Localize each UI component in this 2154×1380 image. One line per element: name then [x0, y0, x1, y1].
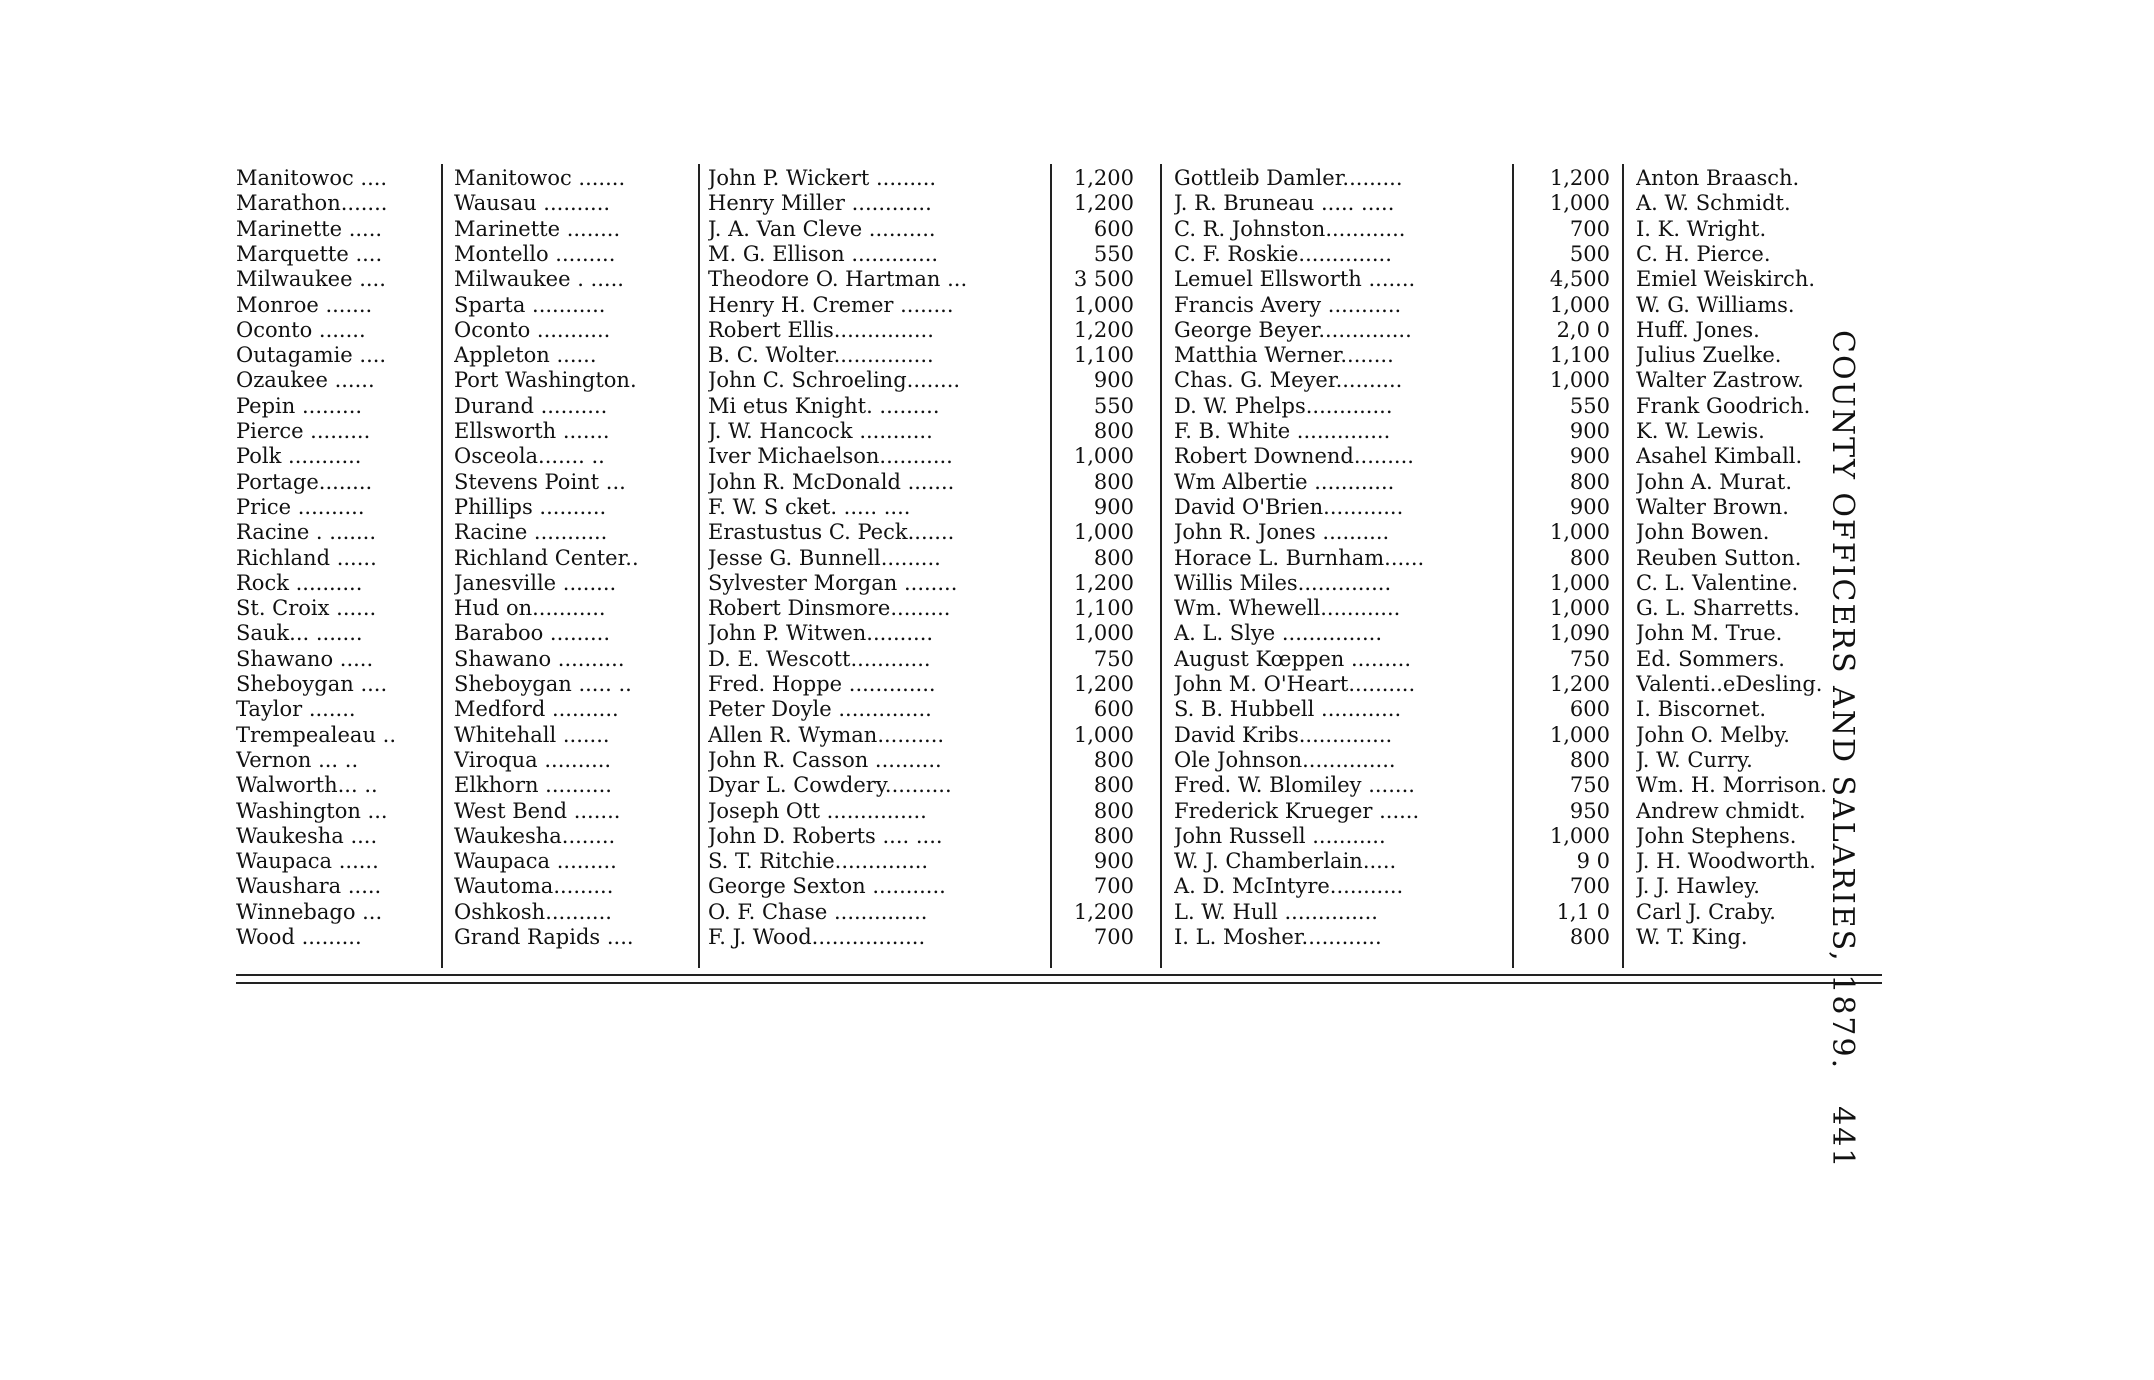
- county-seat: Stevens Point ...: [454, 469, 626, 494]
- table-row: [0, 166, 2154, 191]
- treasurer-salary: 800: [1569, 747, 1610, 772]
- treasurer-name: F. B. White ..............: [1174, 419, 1391, 443]
- county-name: Milwaukee ....: [236, 267, 386, 292]
- county-seat: Viroqua ..........: [454, 747, 612, 772]
- treasurer-salary: 950: [1569, 798, 1610, 823]
- judge-name: Julius Zuelke.: [1636, 343, 1782, 368]
- clerk-name: George Sexton ...........: [708, 874, 946, 899]
- treasurer-salary: 2,0 0: [1556, 317, 1610, 342]
- clerk-salary: 1,000: [1073, 444, 1134, 469]
- county-seat: Osceola....... ..: [454, 444, 605, 469]
- county-name: Rock ..........: [236, 570, 363, 595]
- county-seat: Baraboo .........: [454, 621, 610, 646]
- treasurer-name: Chas. G. Meyer..........: [1174, 368, 1403, 393]
- clerk-salary: 800: [1093, 545, 1134, 570]
- clerk-name: J. A. Van Cleve ..........: [708, 216, 936, 241]
- clerk-salary: 700: [1093, 874, 1134, 899]
- clerk-name: John P. Wickert .........: [708, 166, 937, 190]
- treasurer-salary: 1,000: [1549, 292, 1610, 317]
- county-name: Marquette ....: [236, 241, 383, 266]
- clerk-name: Jesse G. Bunnell.........: [708, 545, 941, 570]
- clerk-salary: 1,200: [1073, 899, 1134, 924]
- treasurer-salary: 1,000: [1549, 570, 1610, 595]
- treasurer-name: C. R. Johnston............: [1174, 216, 1406, 241]
- clerk-salary: 900: [1093, 849, 1134, 874]
- judge-name: I. K. Wright.: [1636, 216, 1767, 241]
- county-seat: Richland Center..: [454, 545, 639, 570]
- treasurer-salary: 4,500: [1549, 267, 1610, 292]
- clerk-name: Erastustus C. Peck.......: [708, 520, 955, 545]
- judge-name: C. H. Pierce.: [1636, 241, 1771, 266]
- treasurer-salary: 1,100: [1549, 343, 1610, 368]
- county-seat: Wautoma.........: [454, 874, 614, 899]
- treasurer-salary: 750: [1569, 773, 1610, 798]
- county-name: Walworth... ..: [236, 773, 378, 798]
- county-seat: Hud on...........: [454, 596, 606, 621]
- clerk-name: F. J. Wood.................: [708, 925, 926, 949]
- clerk-name: John R. McDonald .......: [708, 469, 955, 494]
- treasurer-name: Lemuel Ellsworth .......: [1174, 267, 1416, 292]
- treasurer-name: Matthia Werner........: [1174, 343, 1394, 368]
- county-seat: Elkhorn ..........: [454, 773, 612, 798]
- treasurer-salary: 1,000: [1549, 191, 1610, 216]
- treasurer-salary: 900: [1569, 419, 1610, 443]
- county-seat: West Bend .......: [454, 798, 621, 823]
- treasurer-name: John M. O'Heart..........: [1174, 672, 1416, 696]
- treasurer-salary: 800: [1569, 925, 1610, 949]
- county-name: Monroe .......: [236, 292, 373, 317]
- column-rule: [1160, 164, 1162, 968]
- clerk-name: Joseph Ott ...............: [708, 798, 927, 823]
- treasurer-name: Horace L. Burnham......: [1174, 545, 1425, 570]
- county-name: Oconto .......: [236, 317, 366, 342]
- clerk-salary: 900: [1093, 494, 1134, 519]
- treasurer-name: Frederick Krueger ......: [1174, 798, 1420, 823]
- county-name: Vernon ... ..: [236, 747, 359, 772]
- county-seat: Grand Rapids ....: [454, 925, 634, 949]
- judge-name: Walter Zastrow.: [1636, 368, 1804, 393]
- clerk-salary: 1,000: [1073, 520, 1134, 545]
- table-row: [0, 293, 2154, 318]
- county-name: Pepin .........: [236, 393, 363, 418]
- treasurer-name: J. R. Bruneau ..... .....: [1174, 191, 1395, 216]
- clerk-salary: 800: [1093, 419, 1134, 443]
- county-name: Winnebago ...: [236, 899, 383, 924]
- county-seat: Wausau ..........: [454, 191, 611, 216]
- county-seat: Oconto ...........: [454, 317, 611, 342]
- county-seat: Manitowoc .......: [454, 166, 626, 190]
- treasurer-name: John R. Jones ..........: [1174, 520, 1390, 545]
- county-name: Marinette .....: [236, 216, 383, 241]
- clerk-salary: 800: [1093, 798, 1134, 823]
- judge-name: I. Biscornet.: [1636, 697, 1767, 722]
- treasurer-salary: 500: [1569, 241, 1610, 266]
- treasurer-name: S. B. Hubbell ............: [1174, 697, 1402, 722]
- county-name: Trempealeau ..: [236, 722, 396, 747]
- judge-name: Huff. Jones.: [1636, 317, 1760, 342]
- running-head-title: COUNTY OFFICERS AND SALARIES, 1879.: [1825, 330, 1860, 1071]
- county-seat: Phillips ..........: [454, 494, 607, 519]
- clerk-salary: 1,200: [1073, 672, 1134, 696]
- clerk-salary: 1,100: [1073, 343, 1134, 368]
- county-seat: Oshkosh..........: [454, 899, 612, 924]
- clerk-name: Mi etus Knight. .........: [708, 393, 940, 418]
- county-seat: Sparta ...........: [454, 292, 606, 317]
- county-name: Wood .........: [236, 925, 362, 949]
- clerk-name: John C. Schroeling........: [708, 368, 961, 393]
- county-name: Taylor .......: [236, 697, 356, 722]
- treasurer-name: August Kœppen .........: [1174, 646, 1412, 671]
- county-seat: Port Washington.: [454, 368, 637, 393]
- county-name: Price ..........: [236, 494, 365, 519]
- bottom-rule: [236, 974, 1882, 976]
- county-seat: Racine ...........: [454, 520, 608, 545]
- county-seat: Medford ..........: [454, 697, 619, 722]
- clerk-name: Henry H. Cremer ........: [708, 292, 954, 317]
- table-row: [0, 267, 2154, 292]
- clerk-name: D. E. Wescott............: [708, 646, 931, 671]
- judge-name: Anton Braasch.: [1636, 166, 1800, 190]
- treasurer-name: A. D. McIntyre...........: [1174, 874, 1404, 899]
- table-row: [0, 191, 2154, 216]
- clerk-name: F. W. S cket. ..... ....: [708, 494, 911, 519]
- treasurer-salary: 1,1 0: [1556, 899, 1610, 924]
- treasurer-name: Gottleib Damler.........: [1174, 166, 1403, 190]
- bottom-rule: [236, 982, 1882, 984]
- county-seat: Sheboygan ..... ..: [454, 672, 632, 696]
- treasurer-salary: 800: [1569, 545, 1610, 570]
- clerk-name: John P. Witwen..........: [708, 621, 934, 646]
- judge-name: W. G. Williams.: [1636, 292, 1795, 317]
- clerk-salary: 1,100: [1073, 596, 1134, 621]
- clerk-name: Allen R. Wyman..........: [708, 722, 945, 747]
- clerk-name: Sylvester Morgan ........: [708, 570, 958, 595]
- judge-name: John O. Melby.: [1636, 722, 1790, 747]
- column-rule: [1622, 164, 1624, 968]
- clerk-name: Iver Michaelson...........: [708, 444, 953, 469]
- clerk-name: Theodore O. Hartman ...: [708, 267, 968, 292]
- judge-name: J. W. Curry.: [1636, 747, 1753, 772]
- judge-name: K. W. Lewis.: [1636, 419, 1765, 443]
- county-seat: Whitehall .......: [454, 722, 610, 747]
- clerk-name: J. W. Hancock ...........: [708, 419, 933, 443]
- clerk-salary: 3 500: [1073, 267, 1134, 292]
- judge-name: John Stephens.: [1636, 823, 1797, 848]
- treasurer-salary: 1,000: [1549, 520, 1610, 545]
- clerk-salary: 600: [1093, 697, 1134, 722]
- treasurer-salary: 1,200: [1549, 166, 1610, 190]
- judge-name: John M. True.: [1636, 621, 1783, 646]
- county-name: Racine . .......: [236, 520, 376, 545]
- judge-name: J. H. Woodworth.: [1636, 849, 1816, 874]
- clerk-salary: 1,000: [1073, 292, 1134, 317]
- county-name: Richland ......: [236, 545, 377, 570]
- treasurer-salary: 1,000: [1549, 823, 1610, 848]
- clerk-name: S. T. Ritchie..............: [708, 849, 929, 874]
- clerk-name: Robert Dinsmore.........: [708, 596, 951, 621]
- clerk-salary: 1,000: [1073, 722, 1134, 747]
- treasurer-salary: 700: [1569, 874, 1610, 899]
- county-seat: Appleton ......: [454, 343, 597, 368]
- county-name: Sheboygan ....: [236, 672, 388, 696]
- treasurer-salary: 900: [1569, 444, 1610, 469]
- county-name: Manitowoc ....: [236, 166, 388, 190]
- treasurer-name: L. W. Hull ..............: [1174, 899, 1378, 924]
- county-seat: Shawano ..........: [454, 646, 625, 671]
- running-head: [1820, 330, 1860, 1170]
- column-rule: [698, 164, 700, 968]
- judge-name: Valenti..eDesling.: [1636, 672, 1823, 696]
- treasurer-salary: 900: [1569, 494, 1610, 519]
- county-name: Waupaca ......: [236, 849, 379, 874]
- clerk-name: John R. Casson ..........: [708, 747, 942, 772]
- county-seat: Waupaca .........: [454, 849, 617, 874]
- county-seat: Marinette ........: [454, 216, 621, 241]
- treasurer-name: John Russell ...........: [1174, 823, 1386, 848]
- treasurer-name: Robert Downend.........: [1174, 444, 1414, 469]
- county-name: Portage........: [236, 469, 373, 494]
- clerk-salary: 900: [1093, 368, 1134, 393]
- county-seat: Montello .........: [454, 241, 616, 266]
- table-row: [0, 242, 2154, 267]
- county-name: Waukesha ....: [236, 823, 378, 848]
- clerk-salary: 1,200: [1073, 570, 1134, 595]
- judge-name: Emiel Weiskirch.: [1636, 267, 1816, 292]
- treasurer-salary: 600: [1569, 697, 1610, 722]
- judge-name: John Bowen.: [1636, 520, 1770, 545]
- clerk-name: John D. Roberts .... ....: [708, 823, 943, 848]
- treasurer-name: A. L. Slye ...............: [1174, 621, 1383, 646]
- clerk-salary: 1,200: [1073, 317, 1134, 342]
- judge-name: C. L. Valentine.: [1636, 570, 1799, 595]
- treasurer-name: Willis Miles..............: [1174, 570, 1392, 595]
- county-name: Waushara .....: [236, 874, 382, 899]
- county-name: Polk ...........: [236, 444, 362, 469]
- county-name: Outagamie ....: [236, 343, 387, 368]
- county-name: Marathon.......: [236, 191, 388, 216]
- treasurer-name: David O'Brien............: [1174, 494, 1404, 519]
- treasurer-name: Wm Albertie ............: [1174, 469, 1395, 494]
- county-name: Sauk... .......: [236, 621, 363, 646]
- clerk-salary: 550: [1093, 241, 1134, 266]
- county-seat: Waukesha........: [454, 823, 616, 848]
- judge-name: Reuben Sutton.: [1636, 545, 1802, 570]
- treasurer-name: C. F. Roskie..............: [1174, 241, 1392, 266]
- county-seat: Ellsworth .......: [454, 419, 610, 443]
- clerk-name: Dyar L. Cowdery..........: [708, 773, 952, 798]
- county-name: Shawano .....: [236, 646, 374, 671]
- county-seat: Janesville ........: [454, 570, 617, 595]
- judge-name: Ed. Sommers.: [1636, 646, 1785, 671]
- table-row: [0, 217, 2154, 242]
- clerk-salary: 550: [1093, 393, 1134, 418]
- judge-name: J. J. Hawley.: [1636, 874, 1760, 899]
- clerk-salary: 700: [1093, 925, 1134, 949]
- treasurer-salary: 9 0: [1576, 849, 1610, 874]
- clerk-salary: 750: [1093, 646, 1134, 671]
- judge-name: Carl J. Craby.: [1636, 899, 1776, 924]
- treasurer-salary: 1,000: [1549, 368, 1610, 393]
- treasurer-salary: 1,200: [1549, 672, 1610, 696]
- clerk-name: Robert Ellis...............: [708, 317, 934, 342]
- clerk-salary: 1,000: [1073, 621, 1134, 646]
- treasurer-salary: 1,000: [1549, 596, 1610, 621]
- county-name: Pierce .........: [236, 419, 371, 443]
- page-number: 441: [1825, 1106, 1860, 1170]
- clerk-name: M. G. Ellison .............: [708, 241, 939, 266]
- treasurer-name: W. J. Chamberlain.....: [1174, 849, 1397, 874]
- treasurer-name: D. W. Phelps.............: [1174, 393, 1393, 418]
- treasurer-name: George Beyer..............: [1174, 317, 1412, 342]
- county-name: St. Croix ......: [236, 596, 377, 621]
- judge-name: Frank Goodrich.: [1636, 393, 1811, 418]
- clerk-salary: 800: [1093, 747, 1134, 772]
- treasurer-salary: 1,090: [1549, 621, 1610, 646]
- judge-name: John A. Murat.: [1636, 469, 1793, 494]
- judge-name: Asahel Kimball.: [1636, 444, 1803, 469]
- treasurer-name: Francis Avery ...........: [1174, 292, 1402, 317]
- clerk-name: Fred. Hoppe .............: [708, 672, 936, 696]
- treasurer-salary: 750: [1569, 646, 1610, 671]
- county-seat: Durand ..........: [454, 393, 608, 418]
- clerk-salary: 1,200: [1073, 166, 1134, 190]
- judge-name: Andrew chmidt.: [1636, 798, 1806, 823]
- judge-name: Wm. H. Morrison.: [1636, 773, 1828, 798]
- county-seat: Milwaukee . .....: [454, 267, 624, 292]
- county-name: Washington ...: [236, 798, 388, 823]
- clerk-salary: 800: [1093, 773, 1134, 798]
- treasurer-salary: 550: [1569, 393, 1610, 418]
- column-rule: [1512, 164, 1514, 968]
- column-rule: [441, 164, 443, 968]
- treasurer-salary: 1,000: [1549, 722, 1610, 747]
- clerk-salary: 1,200: [1073, 191, 1134, 216]
- clerk-name: B. C. Wolter...............: [708, 343, 934, 368]
- clerk-name: Peter Doyle ..............: [708, 697, 932, 722]
- clerk-salary: 600: [1093, 216, 1134, 241]
- clerk-salary: 800: [1093, 823, 1134, 848]
- treasurer-name: I. L. Mosher............: [1174, 925, 1382, 949]
- judge-name: Walter Brown.: [1636, 494, 1789, 519]
- clerk-name: Henry Miller ............: [708, 191, 932, 216]
- clerk-name: O. F. Chase ..............: [708, 899, 928, 924]
- treasurer-salary: 700: [1569, 216, 1610, 241]
- treasurer-salary: 800: [1569, 469, 1610, 494]
- treasurer-name: Fred. W. Blomiley .......: [1174, 773, 1415, 798]
- clerk-salary: 800: [1093, 469, 1134, 494]
- treasurer-name: David Kribs..............: [1174, 722, 1393, 747]
- treasurer-name: Wm. Whewell............: [1174, 596, 1401, 621]
- county-name: Ozaukee ......: [236, 368, 375, 393]
- treasurer-name: Ole Johnson..............: [1174, 747, 1396, 772]
- judge-name: A. W. Schmidt.: [1636, 191, 1791, 216]
- judge-name: G. L. Sharretts.: [1636, 596, 1800, 621]
- column-rule: [1050, 164, 1052, 968]
- judge-name: W. T. King.: [1636, 925, 1748, 949]
